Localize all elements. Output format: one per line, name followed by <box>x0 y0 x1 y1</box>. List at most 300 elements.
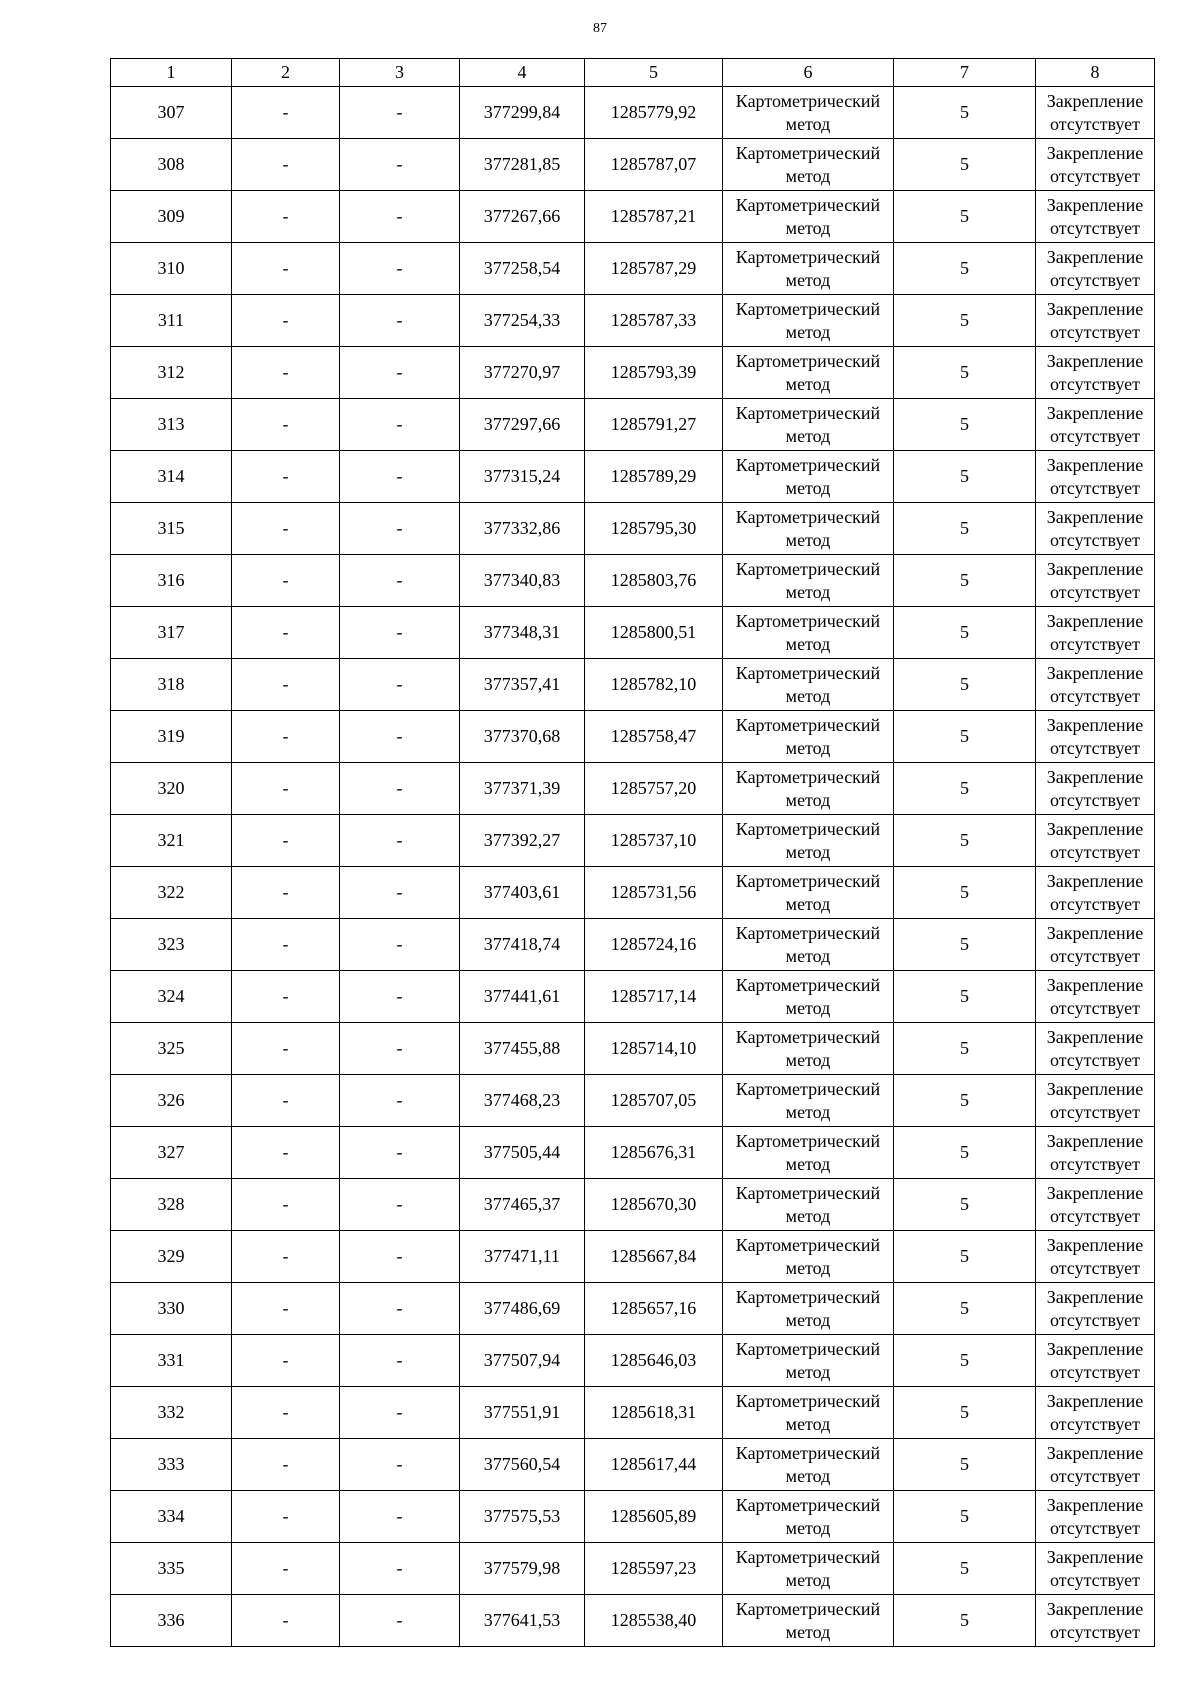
fixation-cell-line: Закрепление <box>1046 974 1144 995</box>
fixation-cell <box>1036 139 1155 191</box>
column-header: 4 <box>460 59 585 87</box>
method-cell-line: Картометрический <box>735 870 881 891</box>
column-7-value: 5 <box>894 1335 1036 1387</box>
column-3-value: - <box>340 1335 460 1387</box>
fixation-cell-line: Закрепление <box>1046 1546 1144 1567</box>
fixation-cell <box>1036 243 1155 295</box>
column-7-value: 5 <box>894 1127 1036 1179</box>
fixation-cell <box>1036 711 1155 763</box>
column-2-value: - <box>232 919 340 971</box>
method-cell <box>723 815 894 867</box>
method-cell <box>723 295 894 347</box>
column-header: 2 <box>232 59 340 87</box>
column-7-value: 5 <box>894 1595 1036 1647</box>
method-cell-line: Картометрический <box>735 454 881 475</box>
fixation-cell-line: отсутствует <box>1049 581 1141 602</box>
point-number: 336 <box>111 1595 232 1647</box>
column-7-value: 5 <box>894 867 1036 919</box>
method-cell <box>723 1491 894 1543</box>
method-cell-line: Картометрический <box>735 142 881 163</box>
column-2-value: - <box>232 763 340 815</box>
method-cell-line: Картометрический <box>735 1130 881 1151</box>
column-7-value: 5 <box>894 1023 1036 1075</box>
column-3-value: - <box>340 1387 460 1439</box>
fixation-cell <box>1036 1439 1155 1491</box>
column-2-value: - <box>232 1335 340 1387</box>
point-number: 308 <box>111 139 232 191</box>
column-3-value: - <box>340 607 460 659</box>
x-coordinate: 377254,33 <box>460 295 585 347</box>
method-cell <box>723 607 894 659</box>
method-cell-line: Картометрический <box>735 506 881 527</box>
fixation-cell <box>1036 1179 1155 1231</box>
fixation-cell-line: Закрепление <box>1046 1598 1144 1619</box>
fixation-cell-line: Закрепление <box>1046 558 1144 579</box>
fixation-cell-line: отсутствует <box>1049 945 1141 966</box>
fixation-cell-line: Закрепление <box>1046 194 1144 215</box>
fixation-cell-line: отсутствует <box>1049 1101 1141 1122</box>
table-row <box>111 139 1155 191</box>
column-2-value: - <box>232 555 340 607</box>
fixation-cell-line: Закрепление <box>1046 1130 1144 1151</box>
column-7-value: 5 <box>894 87 1036 139</box>
column-7-value: 5 <box>894 555 1036 607</box>
method-cell-line: Картометрический <box>735 818 881 839</box>
y-coordinate: 1285787,21 <box>585 191 723 243</box>
x-coordinate: 377258,54 <box>460 243 585 295</box>
column-7-value: 5 <box>894 1491 1036 1543</box>
column-2-value: - <box>232 711 340 763</box>
column-2-value: - <box>232 607 340 659</box>
y-coordinate: 1285791,27 <box>585 399 723 451</box>
column-3-value: - <box>340 659 460 711</box>
method-cell <box>723 659 894 711</box>
table-row <box>111 1283 1155 1335</box>
column-header: 1 <box>111 59 232 87</box>
method-cell-line: метод <box>785 1413 831 1434</box>
column-7-value: 5 <box>894 347 1036 399</box>
column-2-value: - <box>232 1231 340 1283</box>
method-cell <box>723 867 894 919</box>
fixation-cell-line: Закрепление <box>1046 870 1144 891</box>
method-cell-line: метод <box>785 1049 831 1070</box>
x-coordinate: 377579,98 <box>460 1543 585 1595</box>
table-row <box>111 399 1155 451</box>
method-cell-line: Картометрический <box>735 662 881 683</box>
point-number: 332 <box>111 1387 232 1439</box>
method-cell-line: метод <box>785 945 831 966</box>
column-header: 3 <box>340 59 460 87</box>
fixation-cell-line: Закрепление <box>1046 1078 1144 1099</box>
fixation-cell-line: отсутствует <box>1049 1621 1141 1642</box>
x-coordinate: 377297,66 <box>460 399 585 451</box>
fixation-cell-line: отсутствует <box>1049 997 1141 1018</box>
table-row <box>111 1387 1155 1439</box>
column-3-value: - <box>340 1491 460 1543</box>
x-coordinate: 377560,54 <box>460 1439 585 1491</box>
y-coordinate: 1285787,07 <box>585 139 723 191</box>
column-3-value: - <box>340 1127 460 1179</box>
x-coordinate: 377468,23 <box>460 1075 585 1127</box>
column-2-value: - <box>232 1075 340 1127</box>
method-cell <box>723 1179 894 1231</box>
table-row <box>111 1075 1155 1127</box>
method-cell <box>723 87 894 139</box>
column-7-value: 5 <box>894 1283 1036 1335</box>
fixation-cell <box>1036 815 1155 867</box>
method-cell <box>723 1387 894 1439</box>
fixation-cell-line: отсутствует <box>1049 373 1141 394</box>
fixation-cell-line: Закрепление <box>1046 90 1144 111</box>
fixation-cell-line: отсутствует <box>1049 269 1141 290</box>
fixation-cell <box>1036 1075 1155 1127</box>
x-coordinate: 377299,84 <box>460 87 585 139</box>
method-cell-line: Картометрический <box>735 1494 881 1515</box>
fixation-cell <box>1036 1595 1155 1647</box>
method-cell-line: метод <box>785 113 831 134</box>
method-cell <box>723 1543 894 1595</box>
x-coordinate: 377340,83 <box>460 555 585 607</box>
fixation-cell-line: отсутствует <box>1049 685 1141 706</box>
fixation-cell-line: Закрепление <box>1046 298 1144 319</box>
column-header: 6 <box>723 59 894 87</box>
method-cell <box>723 347 894 399</box>
column-2-value: - <box>232 451 340 503</box>
column-3-value: - <box>340 815 460 867</box>
fixation-cell-line: Закрепление <box>1046 1234 1144 1255</box>
fixation-cell <box>1036 1543 1155 1595</box>
table-row <box>111 1127 1155 1179</box>
table-row <box>111 1543 1155 1595</box>
fixation-cell-line: отсутствует <box>1049 1361 1141 1382</box>
method-cell <box>723 555 894 607</box>
x-coordinate: 377575,53 <box>460 1491 585 1543</box>
method-cell-line: Картометрический <box>735 1390 881 1411</box>
y-coordinate: 1285714,10 <box>585 1023 723 1075</box>
column-7-value: 5 <box>894 1179 1036 1231</box>
fixation-cell-line: отсутствует <box>1049 893 1141 914</box>
fixation-cell-line: отсутствует <box>1049 477 1141 498</box>
method-cell <box>723 971 894 1023</box>
fixation-cell-line: Закрепление <box>1046 610 1144 631</box>
method-cell <box>723 1231 894 1283</box>
column-2-value: - <box>232 867 340 919</box>
x-coordinate: 377505,44 <box>460 1127 585 1179</box>
column-2-value: - <box>232 1491 340 1543</box>
method-cell-line: Картометрический <box>735 298 881 319</box>
y-coordinate: 1285717,14 <box>585 971 723 1023</box>
column-2-value: - <box>232 1127 340 1179</box>
column-2-value: - <box>232 347 340 399</box>
x-coordinate: 377270,97 <box>460 347 585 399</box>
fixation-cell <box>1036 1335 1155 1387</box>
column-7-value: 5 <box>894 607 1036 659</box>
point-number: 335 <box>111 1543 232 1595</box>
point-number: 324 <box>111 971 232 1023</box>
fixation-cell-line: Закрепление <box>1046 1026 1144 1047</box>
table-row <box>111 295 1155 347</box>
fixation-cell <box>1036 191 1155 243</box>
column-7-value: 5 <box>894 1439 1036 1491</box>
method-cell-line: метод <box>785 1257 831 1278</box>
fixation-cell-line: отсутствует <box>1049 1413 1141 1434</box>
method-cell-line: метод <box>785 1569 831 1590</box>
y-coordinate: 1285789,29 <box>585 451 723 503</box>
y-coordinate: 1285787,33 <box>585 295 723 347</box>
column-7-value: 5 <box>894 971 1036 1023</box>
method-cell-line: метод <box>785 217 831 238</box>
method-cell-line: метод <box>785 841 831 862</box>
column-7-value: 5 <box>894 295 1036 347</box>
point-number: 326 <box>111 1075 232 1127</box>
column-3-value: - <box>340 1075 460 1127</box>
column-2-value: - <box>232 399 340 451</box>
method-cell <box>723 919 894 971</box>
point-number: 316 <box>111 555 232 607</box>
column-2-value: - <box>232 1595 340 1647</box>
method-cell <box>723 1439 894 1491</box>
y-coordinate: 1285803,76 <box>585 555 723 607</box>
fixation-cell-line: Закрепление <box>1046 506 1144 527</box>
method-cell <box>723 451 894 503</box>
column-2-value: - <box>232 1179 340 1231</box>
table-row <box>111 919 1155 971</box>
column-2-value: - <box>232 1283 340 1335</box>
fixation-cell-line: Закрепление <box>1046 818 1144 839</box>
column-7-value: 5 <box>894 919 1036 971</box>
point-number: 328 <box>111 1179 232 1231</box>
method-cell-line: метод <box>785 1205 831 1226</box>
fixation-cell-line: Закрепление <box>1046 662 1144 683</box>
y-coordinate: 1285737,10 <box>585 815 723 867</box>
y-coordinate: 1285779,92 <box>585 87 723 139</box>
method-cell-line: Картометрический <box>735 1338 881 1359</box>
y-coordinate: 1285782,10 <box>585 659 723 711</box>
method-cell-line: Картометрический <box>735 714 881 735</box>
fixation-cell-line: отсутствует <box>1049 1257 1141 1278</box>
table-row <box>111 867 1155 919</box>
method-cell <box>723 1127 894 1179</box>
fixation-cell-line: отсутствует <box>1049 841 1141 862</box>
x-coordinate: 377332,86 <box>460 503 585 555</box>
x-coordinate: 377392,27 <box>460 815 585 867</box>
method-cell-line: Картометрический <box>735 1026 881 1047</box>
column-2-value: - <box>232 815 340 867</box>
fixation-cell-line: отсутствует <box>1049 737 1141 758</box>
method-cell-line: метод <box>785 997 831 1018</box>
fixation-cell-line: Закрепление <box>1046 1494 1144 1515</box>
method-cell-line: Картометрический <box>735 1546 881 1567</box>
column-3-value: - <box>340 1231 460 1283</box>
fixation-cell <box>1036 1023 1155 1075</box>
y-coordinate: 1285538,40 <box>585 1595 723 1647</box>
fixation-cell-line: отсутствует <box>1049 1309 1141 1330</box>
fixation-cell-line: отсутствует <box>1049 529 1141 550</box>
table-row <box>111 1439 1155 1491</box>
column-3-value: - <box>340 971 460 1023</box>
method-cell-line: метод <box>785 165 831 186</box>
point-number: 334 <box>111 1491 232 1543</box>
column-7-value: 5 <box>894 139 1036 191</box>
page-number: 87 <box>593 21 607 36</box>
table-row <box>111 1491 1155 1543</box>
method-cell-line: метод <box>785 1309 831 1330</box>
point-number: 319 <box>111 711 232 763</box>
fixation-cell <box>1036 971 1155 1023</box>
fixation-cell-line: Закрепление <box>1046 922 1144 943</box>
method-cell-line: Картометрический <box>735 350 881 371</box>
point-number: 321 <box>111 815 232 867</box>
column-2-value: - <box>232 503 340 555</box>
point-number: 317 <box>111 607 232 659</box>
method-cell-line: метод <box>785 321 831 342</box>
column-7-value: 5 <box>894 815 1036 867</box>
point-number: 333 <box>111 1439 232 1491</box>
column-header: 7 <box>894 59 1036 87</box>
fixation-cell <box>1036 763 1155 815</box>
table-row <box>111 451 1155 503</box>
x-coordinate: 377486,69 <box>460 1283 585 1335</box>
x-coordinate: 377441,61 <box>460 971 585 1023</box>
x-coordinate: 377371,39 <box>460 763 585 815</box>
column-2-value: - <box>232 243 340 295</box>
x-coordinate: 377357,41 <box>460 659 585 711</box>
column-3-value: - <box>340 763 460 815</box>
column-3-value: - <box>340 139 460 191</box>
column-7-value: 5 <box>894 1543 1036 1595</box>
method-cell-line: Картометрический <box>735 1182 881 1203</box>
point-number: 310 <box>111 243 232 295</box>
column-2-value: - <box>232 191 340 243</box>
table-row <box>111 1023 1155 1075</box>
y-coordinate: 1285667,84 <box>585 1231 723 1283</box>
fixation-cell-line: Закрепление <box>1046 714 1144 735</box>
column-3-value: - <box>340 555 460 607</box>
y-coordinate: 1285795,30 <box>585 503 723 555</box>
column-7-value: 5 <box>894 243 1036 295</box>
column-7-value: 5 <box>894 1075 1036 1127</box>
column-7-value: 5 <box>894 711 1036 763</box>
y-coordinate: 1285646,03 <box>585 1335 723 1387</box>
y-coordinate: 1285605,89 <box>585 1491 723 1543</box>
x-coordinate: 377641,53 <box>460 1595 585 1647</box>
fixation-cell-line: Закрепление <box>1046 1286 1144 1307</box>
column-3-value: - <box>340 1179 460 1231</box>
table-row <box>111 1595 1155 1647</box>
column-header: 5 <box>585 59 723 87</box>
method-cell-line: Картометрический <box>735 1078 881 1099</box>
fixation-cell <box>1036 867 1155 919</box>
method-cell-line: метод <box>785 737 831 758</box>
column-7-value: 5 <box>894 399 1036 451</box>
table-row <box>111 815 1155 867</box>
column-3-value: - <box>340 191 460 243</box>
fixation-cell-line: отсутствует <box>1049 1465 1141 1486</box>
fixation-cell <box>1036 1387 1155 1439</box>
fixation-cell-line: Закрепление <box>1046 246 1144 267</box>
method-cell <box>723 1335 894 1387</box>
column-3-value: - <box>340 711 460 763</box>
fixation-cell <box>1036 1231 1155 1283</box>
method-cell <box>723 1023 894 1075</box>
fixation-cell <box>1036 1491 1155 1543</box>
y-coordinate: 1285787,29 <box>585 243 723 295</box>
fixation-cell <box>1036 659 1155 711</box>
fixation-cell <box>1036 1127 1155 1179</box>
column-header: 8 <box>1036 59 1155 87</box>
fixation-cell <box>1036 295 1155 347</box>
method-cell-line: метод <box>785 1101 831 1122</box>
method-cell-line: Картометрический <box>735 766 881 787</box>
fixation-cell-line: отсутствует <box>1049 425 1141 446</box>
column-3-value: - <box>340 399 460 451</box>
column-3-value: - <box>340 1023 460 1075</box>
table-row <box>111 659 1155 711</box>
table-row <box>111 1231 1155 1283</box>
y-coordinate: 1285757,20 <box>585 763 723 815</box>
method-cell-line: метод <box>785 1153 831 1174</box>
table-row <box>111 555 1155 607</box>
y-coordinate: 1285800,51 <box>585 607 723 659</box>
fixation-cell-line: отсутствует <box>1049 1517 1141 1538</box>
method-cell <box>723 1283 894 1335</box>
fixation-cell-line: Закрепление <box>1046 142 1144 163</box>
method-cell <box>723 711 894 763</box>
fixation-cell <box>1036 1283 1155 1335</box>
column-3-value: - <box>340 1543 460 1595</box>
method-cell-line: метод <box>785 1517 831 1538</box>
table-row <box>111 763 1155 815</box>
fixation-cell-line: Закрепление <box>1046 1390 1144 1411</box>
fixation-cell-line: отсутствует <box>1049 1153 1141 1174</box>
method-cell-line: метод <box>785 685 831 706</box>
column-3-value: - <box>340 1283 460 1335</box>
column-2-value: - <box>232 295 340 347</box>
fixation-cell-line: отсутствует <box>1049 217 1141 238</box>
column-7-value: 5 <box>894 1387 1036 1439</box>
method-cell-line: метод <box>785 1361 831 1382</box>
fixation-cell-line: Закрепление <box>1046 402 1144 423</box>
method-cell <box>723 1595 894 1647</box>
column-3-value: - <box>340 87 460 139</box>
fixation-cell <box>1036 87 1155 139</box>
x-coordinate: 377281,85 <box>460 139 585 191</box>
fixation-cell-line: отсутствует <box>1049 113 1141 134</box>
method-cell-line: Картометрический <box>735 1442 881 1463</box>
fixation-cell <box>1036 607 1155 659</box>
x-coordinate: 377370,68 <box>460 711 585 763</box>
fixation-cell-line: Закрепление <box>1046 1442 1144 1463</box>
table-row <box>111 1179 1155 1231</box>
method-cell <box>723 763 894 815</box>
method-cell-line: Картометрический <box>735 1234 881 1255</box>
method-cell <box>723 399 894 451</box>
column-3-value: - <box>340 1439 460 1491</box>
point-number: 331 <box>111 1335 232 1387</box>
method-cell-line: метод <box>785 1621 831 1642</box>
fixation-cell-line: отсутствует <box>1049 1205 1141 1226</box>
column-2-value: - <box>232 971 340 1023</box>
x-coordinate: 377507,94 <box>460 1335 585 1387</box>
method-cell-line: Картометрический <box>735 1286 881 1307</box>
x-coordinate: 377418,74 <box>460 919 585 971</box>
column-3-value: - <box>340 919 460 971</box>
x-coordinate: 377551,91 <box>460 1387 585 1439</box>
fixation-cell <box>1036 503 1155 555</box>
column-2-value: - <box>232 1387 340 1439</box>
y-coordinate: 1285617,44 <box>585 1439 723 1491</box>
method-cell-line: Картометрический <box>735 246 881 267</box>
